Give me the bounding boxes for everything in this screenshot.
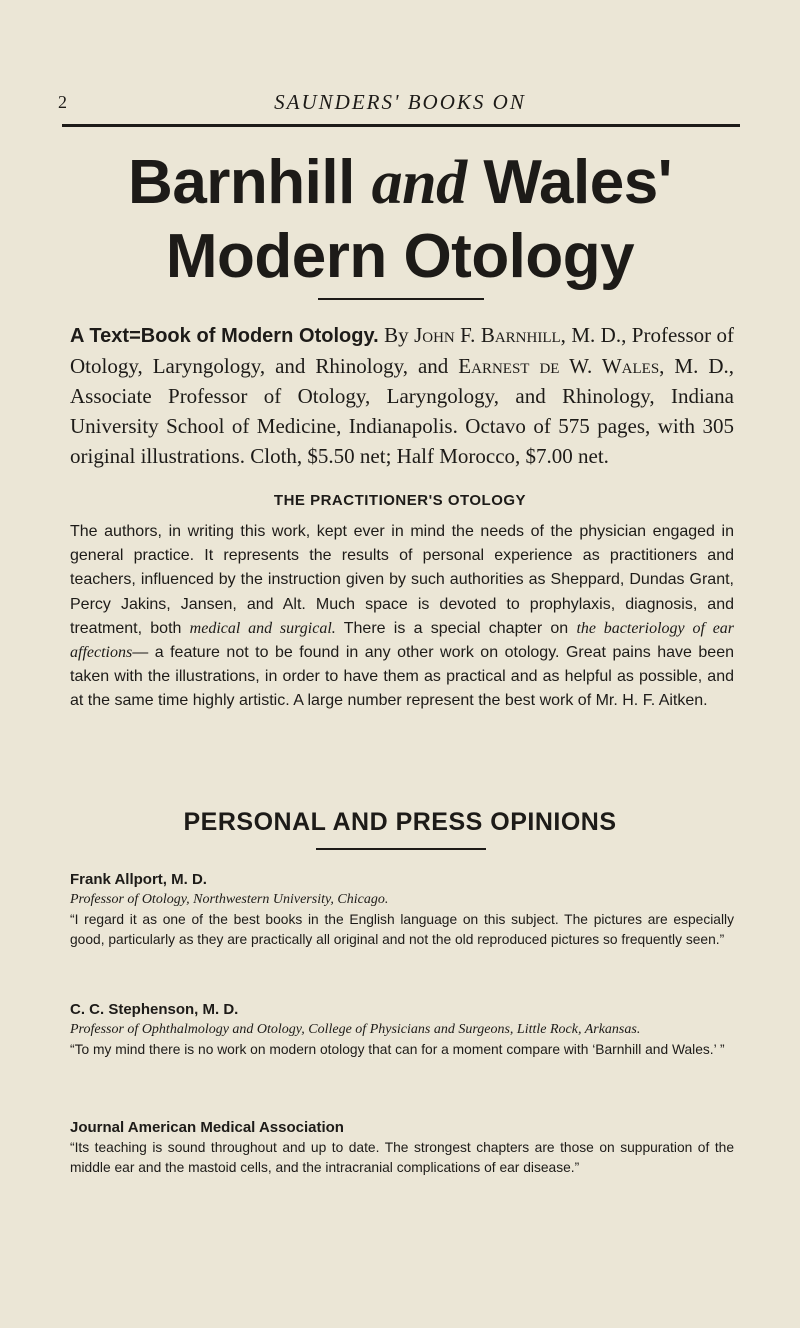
title-and: and bbox=[371, 149, 467, 217]
practitioner-italic-2: the bacteriology of ear affections bbox=[70, 619, 735, 662]
opinion-item bbox=[70, 1000, 734, 1060]
opinion-quote: “To my mind there is no work on modern otology that can for a moment compare with ‘Barnhill and Wales.’ ” bbox=[70, 1042, 725, 1057]
opinion-quote: “I regard it as one of the best books in the English language on this subject. The pictures are especially good, particularly as they are practically all original and not the old reproduced pictures so frequently seen.” bbox=[70, 912, 734, 947]
page-number: 2 bbox=[58, 92, 67, 112]
book-description bbox=[70, 320, 734, 471]
opinion-item bbox=[70, 870, 734, 949]
description-by: By bbox=[384, 323, 409, 347]
running-head bbox=[0, 92, 800, 116]
header-rule bbox=[62, 124, 740, 127]
opinion-item bbox=[70, 1118, 734, 1177]
opinion-name: C. C. Stephenson, M. D. bbox=[70, 1001, 239, 1018]
opinion-affiliation: Professor of Otology, Northwestern University, Chicago. bbox=[70, 892, 389, 907]
practitioner-heading: THE PRACTITIONER'S OTOLOGY bbox=[273, 492, 527, 509]
book-title-line-1 bbox=[0, 148, 800, 218]
practitioner-italic-1: medical and surgical. bbox=[189, 619, 336, 637]
practitioner-text-part-3: — a feature not to be found in any other work on otology. Great pains have been taken with the illustrations, in order to have them as practical and as helpful as possible, and at the same time highly artistic. A large number represent the best work of Mr. H. F. Aitken. bbox=[70, 644, 734, 710]
practitioner-text-part-1: The authors, in writing this work, kept ever in mind the needs of the physician engaged in general practice. It represents the results of personal experience as practitioners and teachers, influenced by the instruction given by such authorities as Sheppard, Dundas Grant, Percy Jakins, Jansen, and Alt. Much space is devoted to prophylaxis, diagnosis, and treatment, both bbox=[70, 523, 734, 637]
author-1: John F. Barnhill, M. D., bbox=[414, 323, 627, 347]
author-1-title: Professor of Otology, Laryngology, and Rhinology, and bbox=[70, 323, 735, 378]
opinion-name: Frank Allport, M. D. bbox=[70, 871, 207, 888]
title-author-barnhill: Barnhill bbox=[128, 148, 355, 217]
author-2: Earnest de W. Wales, M. D., bbox=[458, 354, 734, 378]
opinion-quote: “Its teaching is sound throughout and up to date. The strongest chapters are those on suppuration of the middle ear and the mastoid cells, and the intracranial complications of ear disease.” bbox=[70, 1140, 734, 1175]
opinion-name: Journal American Medical Association bbox=[70, 1119, 344, 1136]
book-details: Octavo of 575 pages, with 305 original illustrations. Cloth, $5.50 net; Half Morocco, $7.00 net. bbox=[70, 414, 734, 468]
opinion-affiliation: Professor of Ophthalmology and Otology, College of Physicians and Surgeons, Little Rock, Arkansas. bbox=[70, 1022, 641, 1037]
title-author-wales: Wales' bbox=[483, 148, 672, 217]
description-lead: A Text=Book of Modern Otology. bbox=[70, 325, 379, 347]
running-title: SAUNDERS' BOOKS ON bbox=[274, 90, 526, 114]
book-title-line-2: Modern Otology bbox=[165, 222, 635, 291]
practitioner-text-part-2: There is a special chapter on bbox=[343, 619, 569, 637]
opinions-heading: PERSONAL AND PRESS OPINIONS bbox=[183, 808, 617, 836]
practitioner-text bbox=[70, 520, 734, 714]
author-2-title: Associate Professor of Otology, Laryngology, and Rhinology, Indiana University School of Medicine, Indianapolis. bbox=[70, 384, 734, 438]
opinions-rule bbox=[316, 848, 486, 850]
title-rule bbox=[318, 298, 484, 300]
